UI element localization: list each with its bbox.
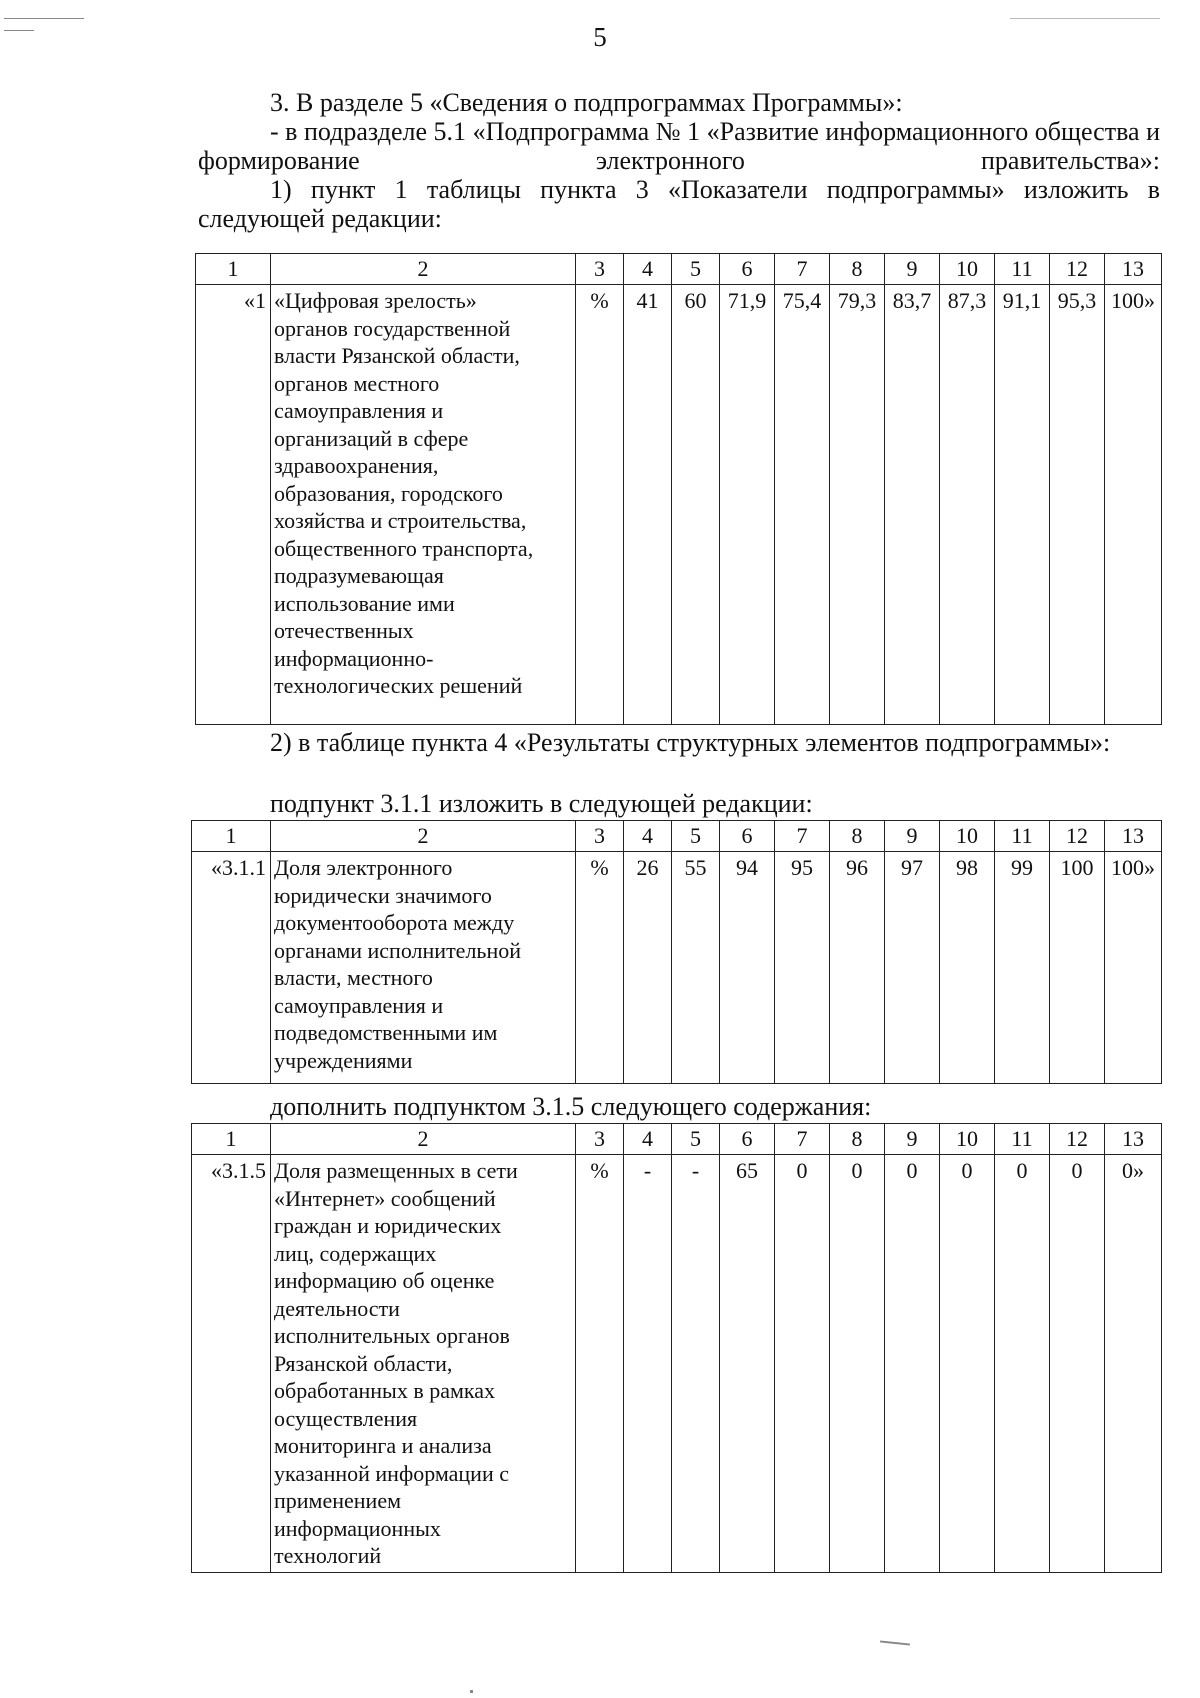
results-table-3-1-1 <box>191 820 1162 1084</box>
column-header: 12 <box>1050 254 1105 285</box>
value-cell: 100 <box>1050 852 1105 1084</box>
item-1-text: 1) пункт 1 таблицы пункта 3 «Показатели подпрограммы» изложить в следующей редакции: <box>198 175 1160 233</box>
column-header: 7 <box>775 1124 830 1155</box>
column-header: 1 <box>192 1124 271 1155</box>
value-cell: 100» <box>1105 285 1162 725</box>
value-cell: 87,3 <box>940 285 995 725</box>
subsection-intro-line1: - в подразделе 5.1 «Подпрограмма № 1 «Развитие информационного общества и формирование электронного правительства»: <box>198 117 1160 175</box>
column-header: 11 <box>995 1124 1050 1155</box>
column-header: 13 <box>1105 254 1162 285</box>
column-header: 4 <box>624 1124 672 1155</box>
column-header: 2 <box>271 1124 576 1155</box>
value-cell: 71,9 <box>720 285 775 725</box>
value-cell: 26 <box>624 852 672 1084</box>
scan-mark <box>470 1690 473 1693</box>
value-cell: 75,4 <box>775 285 830 725</box>
indicators-table <box>195 253 1162 725</box>
value-cell: 99 <box>995 852 1050 1084</box>
table-header-row <box>196 254 1162 285</box>
row-code: «1 <box>196 285 271 725</box>
value-cell: 0 <box>885 1155 940 1573</box>
column-header: 13 <box>1105 1124 1162 1155</box>
column-header: 5 <box>672 821 720 852</box>
scan-mark <box>880 1640 910 1645</box>
value-cell: - <box>672 1155 720 1573</box>
column-header: 11 <box>995 254 1050 285</box>
column-header: 6 <box>720 1124 775 1155</box>
column-header: 2 <box>271 821 576 852</box>
value-cell: 83,7 <box>885 285 940 725</box>
unit-cell: % <box>576 852 624 1084</box>
value-cell: 0 <box>1050 1155 1105 1573</box>
value-cell: 98 <box>940 852 995 1084</box>
column-header: 9 <box>885 1124 940 1155</box>
value-cell: 65 <box>720 1155 775 1573</box>
row-code: «3.1.1 <box>192 852 271 1084</box>
value-cell: 95 <box>775 852 830 1084</box>
value-cell: 91,1 <box>995 285 1050 725</box>
value-cell: - <box>624 1155 672 1573</box>
value-cell: 0 <box>830 1155 885 1573</box>
column-header: 5 <box>672 1124 720 1155</box>
subitem-3-1-5-text: дополнить подпунктом 3.1.5 следующего содержания: <box>270 1092 872 1121</box>
value-cell: 55 <box>672 852 720 1084</box>
scan-mark <box>4 18 84 19</box>
value-cell: 97 <box>885 852 940 1084</box>
table-row <box>192 852 1162 1084</box>
column-header: 7 <box>775 254 830 285</box>
table-row <box>196 285 1162 725</box>
results-table-3-1-5 <box>191 1123 1162 1573</box>
column-header: 8 <box>830 1124 885 1155</box>
column-header: 3 <box>576 1124 624 1155</box>
column-header: 13 <box>1105 821 1162 852</box>
table-header-row <box>192 1124 1162 1155</box>
table-header-row <box>192 821 1162 852</box>
column-header: 8 <box>830 254 885 285</box>
unit-cell: % <box>576 285 624 725</box>
table-row <box>192 1155 1162 1573</box>
column-header: 4 <box>624 821 672 852</box>
column-header: 11 <box>995 821 1050 852</box>
row-code: «3.1.5 <box>192 1155 271 1573</box>
indicator-name: Доля размещенных в сети «Интернет» сообщений граждан и юридических лиц, содержащих информацию об оценке деятельности исполнительных органов Рязанской области, обработанных в рамках осуществления мониторинга и анализа указанной информации с применением информационных технологий <box>271 1155 576 1573</box>
column-header: 1 <box>196 254 271 285</box>
value-cell: 0 <box>995 1155 1050 1573</box>
value-cell: 100» <box>1105 852 1162 1084</box>
column-header: 8 <box>830 821 885 852</box>
column-header: 10 <box>940 821 995 852</box>
unit-cell: % <box>576 1155 624 1573</box>
value-cell: 94 <box>720 852 775 1084</box>
value-cell: 60 <box>672 285 720 725</box>
indicator-name: Доля электронного юридически значимого документооборота между органами исполнительной власти, местного самоуправления и подведомственными им учреждениями <box>271 852 576 1084</box>
column-header: 9 <box>885 821 940 852</box>
indicator-name: «Цифровая зрелость» органов государственной власти Рязанской области, органов местного самоуправления и организаций в сфере здравоохранения, образования, городского хозяйства и строительства, общественного транспорта, подразумевающая использование ими отечественных информационно- технологических решений <box>271 285 576 725</box>
column-header: 3 <box>576 821 624 852</box>
column-header: 1 <box>192 821 271 852</box>
column-header: 9 <box>885 254 940 285</box>
column-header: 3 <box>576 254 624 285</box>
value-cell: 96 <box>830 852 885 1084</box>
scan-mark <box>4 30 34 31</box>
column-header: 7 <box>775 821 830 852</box>
column-header: 2 <box>271 254 576 285</box>
column-header: 12 <box>1050 821 1105 852</box>
section-heading: 3. В разделе 5 «Сведения о подпрограммах Программы»: <box>270 88 903 117</box>
column-header: 6 <box>720 254 775 285</box>
value-cell: 0» <box>1105 1155 1162 1573</box>
value-cell: 41 <box>624 285 672 725</box>
value-cell: 0 <box>940 1155 995 1573</box>
column-header: 6 <box>720 821 775 852</box>
column-header: 5 <box>672 254 720 285</box>
column-header: 10 <box>940 1124 995 1155</box>
value-cell: 0 <box>775 1155 830 1573</box>
page-number: 5 <box>593 22 607 52</box>
item-2-text: 2) в таблице пункта 4 «Результаты структурных элементов подпрограммы»: <box>270 728 1111 757</box>
column-header: 10 <box>940 254 995 285</box>
value-cell: 79,3 <box>830 285 885 725</box>
column-header: 4 <box>624 254 672 285</box>
subitem-3-1-1-text: подпункт 3.1.1 изложить в следующей редакции: <box>270 789 813 818</box>
column-header: 12 <box>1050 1124 1105 1155</box>
scan-mark <box>1010 18 1160 19</box>
value-cell: 95,3 <box>1050 285 1105 725</box>
